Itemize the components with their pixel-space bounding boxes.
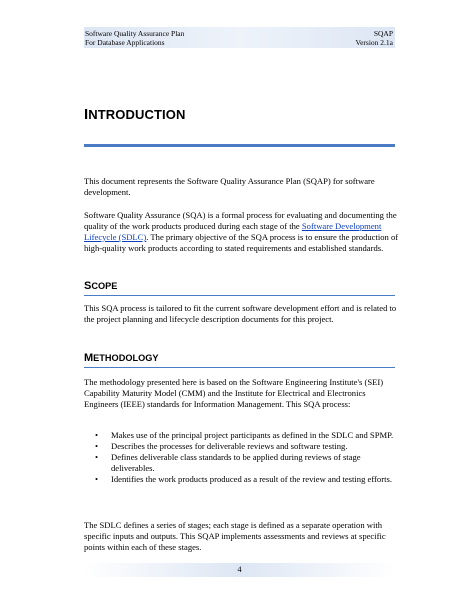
- introduction-heading: [84, 106, 185, 123]
- methodology-rule: [84, 367, 395, 368]
- scope-rule: [84, 295, 395, 296]
- bullet-icon: •: [95, 430, 99, 440]
- bullet-icon: •: [95, 441, 99, 451]
- introduction-rule: [84, 144, 395, 147]
- header-doc-code: SQAP: [373, 29, 393, 38]
- list-item: [84, 430, 402, 441]
- methodology-heading-initial: M: [84, 352, 94, 364]
- introduction-heading-initial: I: [84, 106, 89, 123]
- list-item: [84, 441, 402, 452]
- methodology-heading-rest: ETHODOLOGY: [93, 353, 159, 363]
- page-number: 4: [237, 565, 242, 574]
- list-item-text: Describes the processes for deliverable reviews and software testing.: [111, 441, 348, 451]
- methodology-paragraph-2: The SDLC defines a series of stages; each stage is defined as a separate operation with specific inputs and outputs. This SQAP implements assessments and reviews at specific points within each of these stages.: [84, 520, 386, 552]
- sdlc-link[interactable]: Software Development Lifecycle (SDLC): [84, 221, 382, 242]
- methodology-bullet-list: [84, 430, 402, 485]
- intro-paragraph-2-text-a: Software Quality Assurance (SQA) is a formal process for evaluating and documenting the quality of the work products produced during each stage of the: [84, 210, 397, 231]
- bullet-icon: •: [95, 474, 99, 484]
- list-item-text: Identifies the work products produced as a result of the review and testing efforts.: [111, 474, 392, 484]
- methodology-heading: [84, 352, 159, 364]
- bullet-icon: •: [95, 452, 99, 462]
- list-item-text: Makes use of the principal project participants as defined in the SDLC and SPMP.: [111, 430, 394, 440]
- introduction-heading-rest: NTRODUCTION: [88, 107, 186, 122]
- header-doc-version: Version 2.1a: [355, 38, 393, 47]
- page-header: [84, 27, 395, 48]
- header-doc-subtitle: For Database Applications: [85, 38, 165, 47]
- page-footer: [84, 563, 395, 577]
- header-doc-title: Software Quality Assurance Plan: [85, 29, 185, 38]
- intro-paragraph-1: This document represents the Software Quality Assurance Plan (SQAP) for software development.: [84, 176, 375, 197]
- scope-paragraph: This SQA process is tailored to fit the current software development effort and is related to the project planning and lifecycle description documents for this project.: [84, 303, 397, 324]
- list-item: [84, 474, 402, 485]
- scope-heading-rest: COPE: [91, 281, 118, 291]
- methodology-paragraph-1: The methodology presented here is based on the Software Engineering Institute's (SEI) Capability Maturity Model (CMM) and the Institute for Electrical and Electronics Engineers (IEEE) standards for Information Management. This SQA process:: [84, 377, 384, 409]
- intro-paragraph-2-text-b: . The primary objective of the SQA process is to ensure the production of high-quality work products according to stated requirements and established standards.: [84, 232, 399, 253]
- list-item-text: Defines deliverable class standards to be applied during reviews of stage deliverables.: [111, 452, 361, 473]
- list-item: [84, 452, 402, 474]
- intro-paragraph-2: [84, 210, 402, 254]
- scope-heading: [84, 280, 117, 292]
- scope-heading-initial: S: [84, 280, 92, 292]
